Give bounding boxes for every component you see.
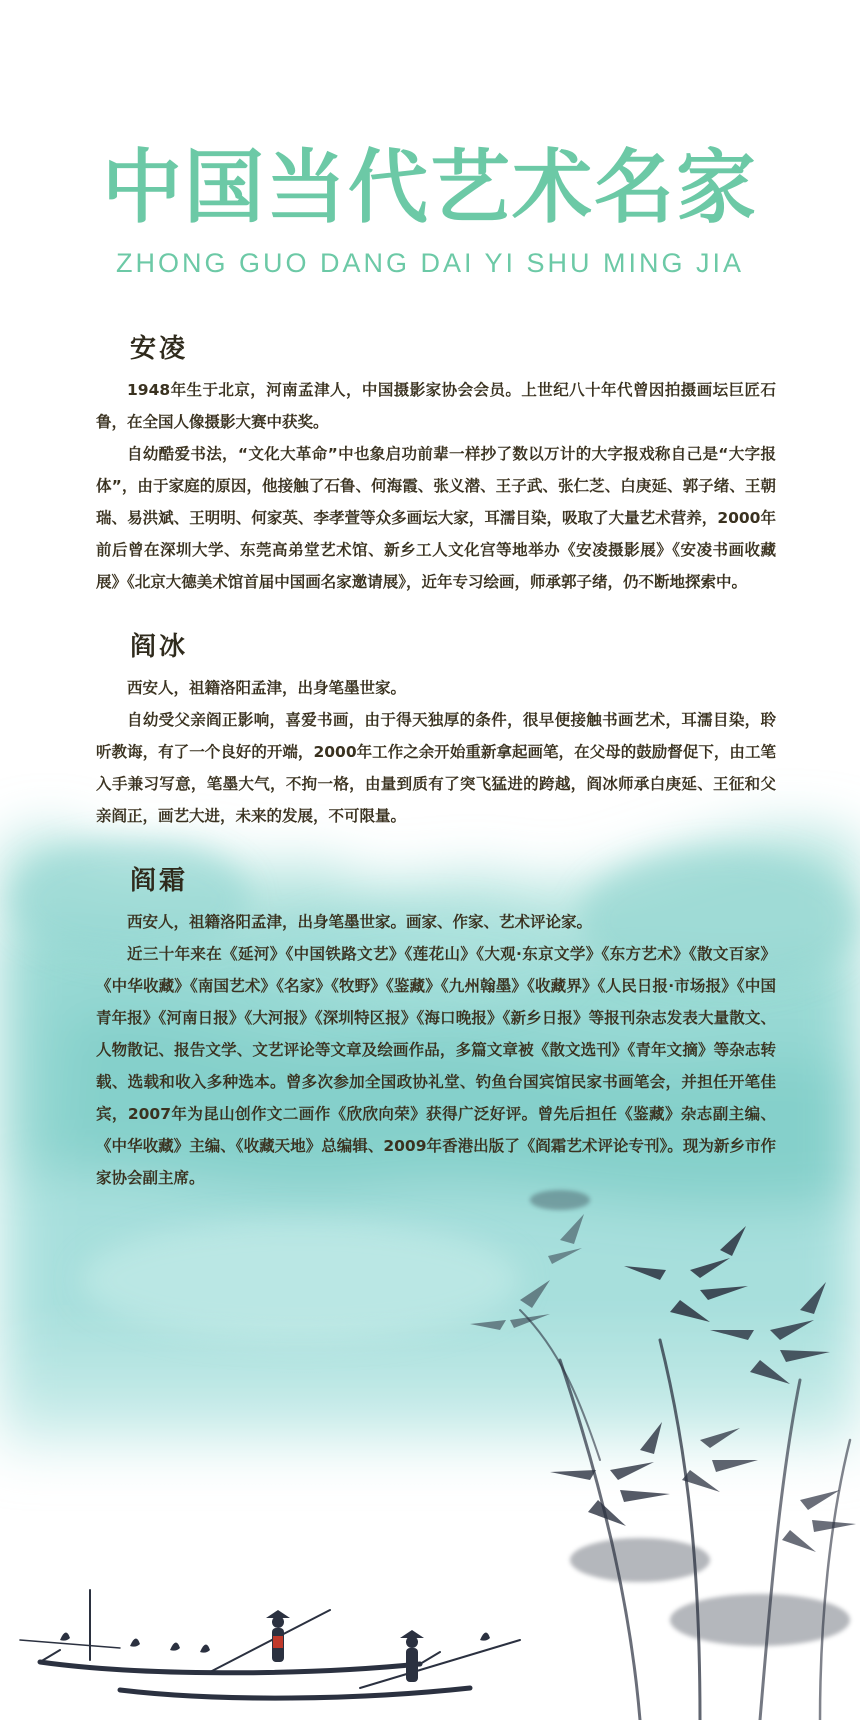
artist-name: 阎霜 [130, 866, 189, 896]
artist-bio-paragraph: 自幼受父亲阎正影响，喜爱书画，由于得天独厚的条件，很早便接触书画艺术，耳濡目染，聆听教诲，有了一个良好的开端，2000年工作之余开始重新拿起画笔，在父母的鼓励督促下，由工笔入手兼习写意，笔墨大气，不拘一格，由量到质有了突飞猛进的跨越，阎冰师承白庚延、王征和父亲阎正，画艺大进，未来的发展，不可限量。 [96, 711, 776, 825]
artist-profiles [96, 330, 776, 1194]
artist-bio-paragraph: 自幼酷爱书法，“文化大革命”中也象启功前辈一样抄了数以万计的大字报戏称自己是“大字报体”，由于家庭的原因，他接触了石鲁、何海霞、张义潜、王子武、张仁芝、白庚延、郭子绪、王朝瑞、易洪斌、王明明、何家英、李孝萱等众多画坛大家，耳濡目染，吸取了大量艺术营养，2000年前后曾在深圳大学、东莞高弟堂艺术馆、新乡工人文化宫等地举办《安凌摄影展》《安凌书画收藏展》《北京大德美术馆首届中国画名家邀请展》，近年专习绘画，师承郭子绪，仍不断地探索中。 [96, 445, 776, 591]
artist-name: 阎冰 [130, 632, 189, 662]
artist-bio-paragraph: 1948年生于北京，河南孟津人，中国摄影家协会会员。上世纪八十年代曾因拍摄画坛巨匠石鲁，在全国人像摄影大赛中获奖。 [96, 381, 776, 431]
artist-bio-paragraph: 近三十年来在《延河》《中国铁路文艺》《莲花山》《大观·东京文学》《东方艺术》《散文百家》《中华收藏》《南国艺术》《名家》《牧野》《鉴藏》《九州翰墨》《收藏界》《人民日报·市场报》《中国青年报》《河南日报》《大河报》《深圳特区报》《海口晚报》《新乡日报》等报刊杂志发表大量散文、人物散记、报告文学、文艺评论等文章及绘画作品，多篇文章被《散文选刊》《青年文摘》等杂志转载、选载和收入多种选本。曾多次参加全国政协礼堂、钓鱼台国宾馆民家书画笔会，并担任开笔佳宾，2007年为昆山创作文二画作《欣欣向荣》获得广泛好评。曾先后担任《鉴藏》杂志副主编、《中华收藏》主编、《收藏天地》总编辑、2009年香港出版了《阎霜艺术评论专刊》。现为新乡市作家协会副主席。 [96, 945, 776, 1187]
pinyin-subtitle: ZHONG GUO DANG DAI YI SHU MING JIA [115, 248, 745, 278]
artist-bio-paragraph: 西安人，祖籍洛阳孟津，出身笔墨世家。 [127, 679, 407, 697]
artist-name: 安凌 [130, 334, 189, 364]
poster-header [0, 140, 860, 279]
page-title: 中国当代艺术名家 [102, 141, 758, 234]
artist-section-yan-shuang [96, 862, 776, 1194]
artist-bio-paragraph: 西安人，祖籍洛阳孟津，出身笔墨世家。画家、作家、艺术评论家。 [127, 913, 593, 931]
artist-section-an-ling [96, 330, 776, 598]
artist-section-yan-bing [96, 628, 776, 832]
